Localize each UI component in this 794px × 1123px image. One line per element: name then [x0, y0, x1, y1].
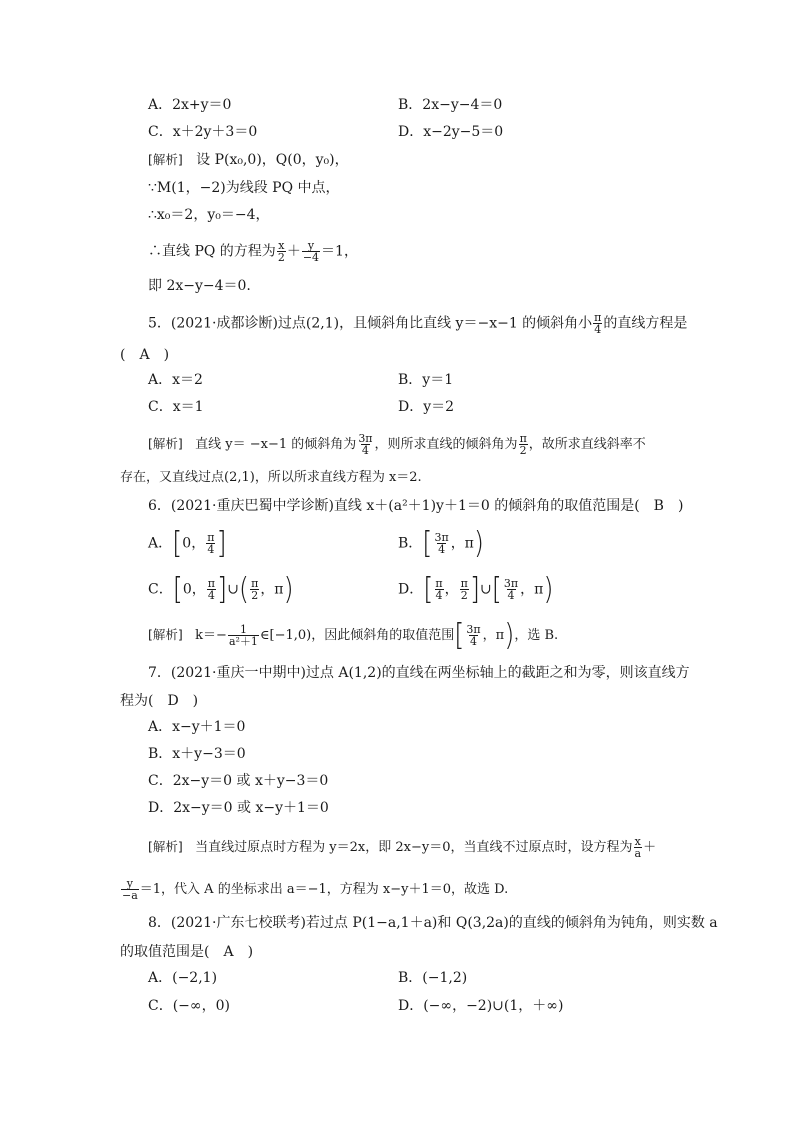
denominator: −4: [302, 251, 320, 264]
interval-start: 0，: [182, 581, 206, 598]
fraction-pi-over-2: [250, 578, 259, 601]
q4-line4-prefix: ∴直线 PQ 的方程为: [148, 243, 276, 260]
interval-start: 0，: [182, 535, 206, 552]
denominator: 4: [435, 589, 443, 602]
option-label: A．: [148, 535, 173, 552]
analysis-tag: [解析]: [148, 152, 183, 167]
q5-analysis-line-1: [148, 433, 646, 456]
plus-sign: ＋: [643, 840, 657, 855]
left-bracket: [: [491, 572, 502, 607]
q5-analysis-suffix: ，故所求直线斜率不: [528, 437, 646, 452]
numerator: 3π: [358, 432, 373, 445]
fraction-3pi-over-4: [465, 624, 481, 647]
numerator: π: [594, 311, 602, 324]
fraction-x-over-2: [277, 240, 286, 263]
numerator: π: [460, 577, 468, 590]
option-label: C．: [148, 581, 173, 598]
q6-option-c: [148, 572, 294, 607]
option-label: B．: [398, 535, 423, 552]
fraction-pi-over-4: [434, 578, 443, 601]
q7-analysis-prefix: 当直线过原点时方程为 y＝2x，即 2x−y＝0，当直线不过原点时，设方程为: [195, 840, 633, 855]
q5-option-b: B．y＝1: [398, 372, 454, 388]
q8-option-a: A．(−2,1): [148, 970, 218, 986]
q5-option-d: D．y＝2: [398, 399, 455, 415]
numerator: 3π: [466, 623, 481, 636]
denominator: 4: [507, 589, 515, 602]
denominator: −a: [122, 889, 138, 902]
q4-analysis-line-3: ∴x₀＝2，y₀＝−4，: [148, 207, 270, 223]
denominator: 4: [207, 589, 215, 602]
q7-option-d: D．2x−y＝0 或 x−y＋1＝0: [148, 800, 329, 816]
q4-analysis-text-1: 设 P(x₀,0)，Q(0，y₀)，: [196, 152, 349, 168]
denominator: 4: [594, 323, 602, 336]
left-bracket: [: [172, 572, 183, 607]
analysis-tag: [解析]: [148, 436, 183, 451]
numerator: y: [307, 239, 315, 252]
fraction-y-over-minus-a: [121, 878, 139, 901]
q8-option-d: D．(−∞，−2)∪(1，＋∞): [398, 998, 564, 1014]
right-paren: ): [473, 526, 485, 561]
q6-analysis-prefix: k＝−: [195, 628, 227, 643]
q4-option-d: D．x−2y−5＝0: [398, 124, 504, 140]
q7-analysis-suffix: ＝1，代入 A 的坐标求出 a＝−1，方程为 x−y＋1＝0，故选 D.: [139, 882, 509, 897]
numerator: π: [207, 531, 215, 544]
q6-option-b: [398, 526, 485, 561]
denominator: a: [634, 847, 642, 860]
q7-analysis-line-2: [120, 878, 508, 901]
denominator: 4: [207, 543, 215, 556]
numerator: π: [207, 577, 216, 590]
fraction-pi-over-2: [519, 433, 528, 456]
q7-stem-line-1: 7．(2021·重庆一中期中)过点 A(1,2)的直线在两坐标轴上的截距之和为零，则该直线方: [148, 665, 690, 681]
denominator: 4: [438, 543, 446, 556]
numerator: π: [435, 577, 443, 590]
q8-stem-line-1: 8．(2021·广东七校联考)若过点 P(1−a,1＋a)和 Q(3,2a)的直线的倾斜角为钝角，则实数 a: [148, 915, 718, 931]
q4-option-b: B．2x−y−4＝0: [398, 97, 503, 113]
analysis-tag: [解析]: [148, 839, 183, 854]
denominator: 2: [460, 589, 468, 602]
interval-end: ，π: [260, 581, 284, 598]
q5-stem-suffix: 的直线方程是: [603, 315, 688, 332]
option-label: D．: [398, 581, 424, 598]
union-symbol: ∪: [227, 581, 239, 598]
numerator: x: [278, 239, 285, 252]
q8-option-b: B．(−1,2): [398, 970, 468, 986]
numerator: π: [519, 432, 527, 445]
q7-option-b: B．x＋y−3＝0: [148, 746, 246, 762]
q6-analysis-suffix: ，选 B.: [514, 628, 559, 643]
numerator: y: [126, 877, 133, 890]
interval-end: ，π: [450, 535, 474, 552]
q6-analysis: [148, 618, 559, 653]
q4-option-c: C．x＋2y＋3＝0: [148, 124, 258, 140]
denominator: 4: [470, 635, 478, 648]
fraction-pi-over-2: [460, 578, 469, 601]
right-paren: ): [283, 572, 294, 607]
q5-stem-prefix: 5．(2021·成都诊断)过点(2,1)，且倾斜角比直线 y＝−x−1 的倾斜角小: [148, 315, 593, 332]
fraction-pi-over-4: [593, 312, 602, 335]
fraction-y-over-minus4: [302, 240, 320, 263]
q6-option-d: [398, 572, 554, 607]
q4-analysis-line-2: ∵M(1，−2)为线段 PQ 中点，: [148, 180, 340, 196]
interval-end: ，π: [482, 628, 505, 643]
q5-option-a: A．x＝2: [148, 372, 203, 388]
q7-option-a: A．x−y＋1＝0: [148, 719, 246, 735]
left-bracket: [: [422, 526, 433, 561]
q8-stem-line-2: 的取值范围是( A ): [120, 944, 254, 960]
fraction-pi-over-4: [206, 532, 215, 555]
comma: ，: [444, 581, 459, 598]
q4-analysis-line-1: [148, 150, 349, 170]
q4-option-a: A．2x+y＝0: [148, 97, 232, 113]
right-paren: ): [504, 618, 515, 653]
q5-analysis-line-2: 存在，又直线过点(2,1)，所以所求直线方程为 x＝2.: [120, 470, 422, 485]
right-paren: ): [543, 572, 554, 607]
left-bracket: [: [423, 572, 434, 607]
q7-option-c: C．2x−y＝0 或 x＋y−3＝0: [148, 773, 329, 789]
denominator: 2: [519, 444, 527, 457]
numerator: 3π: [434, 531, 449, 544]
left-paren: (: [238, 572, 250, 607]
right-bracket: ]: [217, 572, 228, 607]
fraction-3pi-over-4: [357, 433, 373, 456]
denominator: 2: [277, 251, 285, 264]
right-bracket: ]: [216, 526, 227, 561]
numerator: 3π: [503, 577, 519, 590]
q5-answer: ( A ): [120, 347, 170, 363]
fraction-pi-over-4: [207, 578, 216, 601]
fraction-1-over-a2-plus-1: [228, 624, 259, 647]
fraction-3pi-over-4: [503, 578, 519, 601]
denominator: 4: [361, 444, 369, 457]
numerator: x: [634, 835, 641, 848]
fraction-3pi-over-4: [433, 532, 449, 555]
q6-stem: 6．(2021·重庆巴蜀中学诊断)直线 x＋(a²＋1)y＋1＝0 的倾斜角的取值范围是( B ): [148, 498, 684, 514]
q7-stem-line-2: 程为( D ): [120, 693, 199, 709]
q7-analysis-line-1: [148, 836, 656, 859]
q5-analysis-mid: ，则所求直线的倾斜角为: [374, 437, 518, 452]
q4-analysis-line-4: ∴直线 PQ 的方程为 $\frac{x}{2}$ ＋ $\frac{y}{-4}$ ＝1，: [148, 239, 358, 264]
q6-option-a: [148, 526, 227, 561]
numerator: 1: [239, 623, 247, 636]
union-symbol: ∪: [480, 581, 492, 598]
left-bracket: [: [454, 618, 465, 653]
interval-end: ，π: [520, 581, 544, 598]
analysis-tag: [解析]: [148, 627, 183, 642]
q4-analysis-line-5: 即 2x−y−4＝0.: [148, 278, 251, 294]
q4-line4-suffix: ＝1，: [321, 243, 358, 260]
q5-analysis-prefix: 直线 y＝ −x−1 的倾斜角为: [195, 437, 357, 452]
q5-option-c: C．x＝1: [148, 399, 204, 415]
right-bracket: ]: [469, 572, 481, 607]
denominator: 2: [251, 589, 259, 602]
q5-stem: [148, 312, 687, 335]
numerator: π: [251, 577, 259, 590]
fraction-x-over-a: [634, 836, 643, 859]
q8-option-c: C．(−∞，0): [148, 998, 230, 1014]
left-bracket: [: [172, 526, 183, 561]
q6-analysis-mid: ∈[−1,0)，因此倾斜角的取值范围: [259, 628, 455, 643]
denominator: a²＋1: [228, 635, 258, 648]
